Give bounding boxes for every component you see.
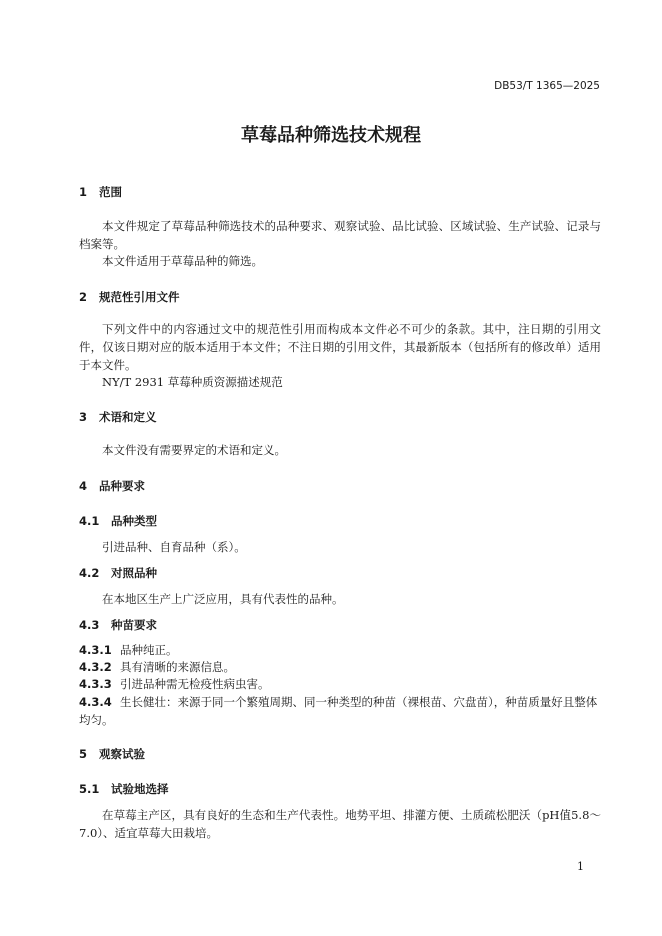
clause-number: 4.3.2 — [79, 660, 112, 674]
section-5-1-heading — [79, 781, 169, 797]
clause-number: 4.3.1 — [79, 643, 112, 657]
section-4-2-text: 在本地区生产上广泛应用，具有代表性的品种。 — [102, 592, 344, 606]
clause-text: 生长健壮：来源于同一个繁殖周期、同一种类型的种苗（裸根苗、穴盘苗），种苗质量好且整体均匀。 — [79, 695, 598, 727]
subsection-number: 5.1 — [79, 782, 100, 796]
document-title: 草莓品种筛选技术规程 — [241, 125, 421, 146]
section-5-1-text: 在草莓主产区，具有良好的生态和生产代表性。地势平坦、排灌方便、土质疏松肥沃（pH值5.8～7.0）、适宜草莓大田栽培。 — [79, 808, 601, 840]
clause-text: 引进品种需无检疫性病虫害。 — [120, 677, 270, 691]
section-4-3-heading — [79, 617, 157, 633]
section-number: 2 — [79, 290, 88, 304]
clause-4-3-3 — [79, 675, 601, 693]
subsection-number: 4.3 — [79, 618, 100, 632]
section-number: 4 — [79, 479, 88, 493]
clause-text: 品种纯正。 — [120, 643, 178, 657]
section-title: 范围 — [99, 185, 122, 199]
section-1-heading — [79, 184, 122, 200]
subsection-title: 对照品种 — [111, 566, 157, 580]
section-3-heading — [79, 409, 157, 425]
section-number: 5 — [79, 747, 88, 761]
section-4-heading — [79, 478, 145, 494]
section-3-paragraph-1: 本文件没有需要界定的术语和定义。 — [102, 443, 286, 457]
subsection-title: 试验地选择 — [111, 782, 169, 796]
clause-4-3-2 — [79, 658, 601, 676]
section-1-paragraph-2: 本文件适用于草莓品种的筛选。 — [102, 254, 263, 268]
section-4-1-heading — [79, 513, 157, 529]
clause-4-3-4 — [79, 693, 601, 729]
section-2-heading — [79, 289, 180, 305]
normative-reference: NY/T 2931 草莓种质资源描述规范 — [102, 375, 283, 389]
section-title: 品种要求 — [99, 479, 145, 493]
section-title: 术语和定义 — [99, 410, 157, 424]
subsection-title: 品种类型 — [111, 514, 157, 528]
clause-text: 具有清晰的来源信息。 — [120, 660, 235, 674]
clause-number: 4.3.4 — [79, 695, 112, 709]
section-number: 1 — [79, 185, 88, 199]
clause-4-3-1 — [79, 641, 601, 659]
clause-number: 4.3.3 — [79, 677, 112, 691]
section-4-2-heading — [79, 565, 157, 581]
section-title: 观察试验 — [99, 747, 145, 761]
section-5-heading — [79, 746, 145, 762]
section-number: 3 — [79, 410, 88, 424]
section-2-paragraph-1: 下列文件中的内容通过文中的规范性引用而构成本文件必不可少的条款。其中，注日期的引用文件，仅该日期对应的版本适用于本文件；不注日期的引用文件，其最新版本（包括所有的修改单）适用于本文件。 — [79, 322, 601, 372]
page-number: 1 — [577, 860, 584, 873]
subsection-number: 4.1 — [79, 514, 100, 528]
section-1-paragraph-1: 本文件规定了草莓品种筛选技术的品种要求、观察试验、品比试验、区域试验、生产试验、记录与档案等。 — [79, 219, 601, 251]
section-title: 规范性引用文件 — [99, 290, 180, 304]
subsection-number: 4.2 — [79, 566, 100, 580]
standard-code: DB53/T 1365—2025 — [494, 80, 600, 92]
subsection-title: 种苗要求 — [111, 618, 157, 632]
section-4-1-text: 引进品种、自育品种（系）。 — [102, 540, 246, 554]
